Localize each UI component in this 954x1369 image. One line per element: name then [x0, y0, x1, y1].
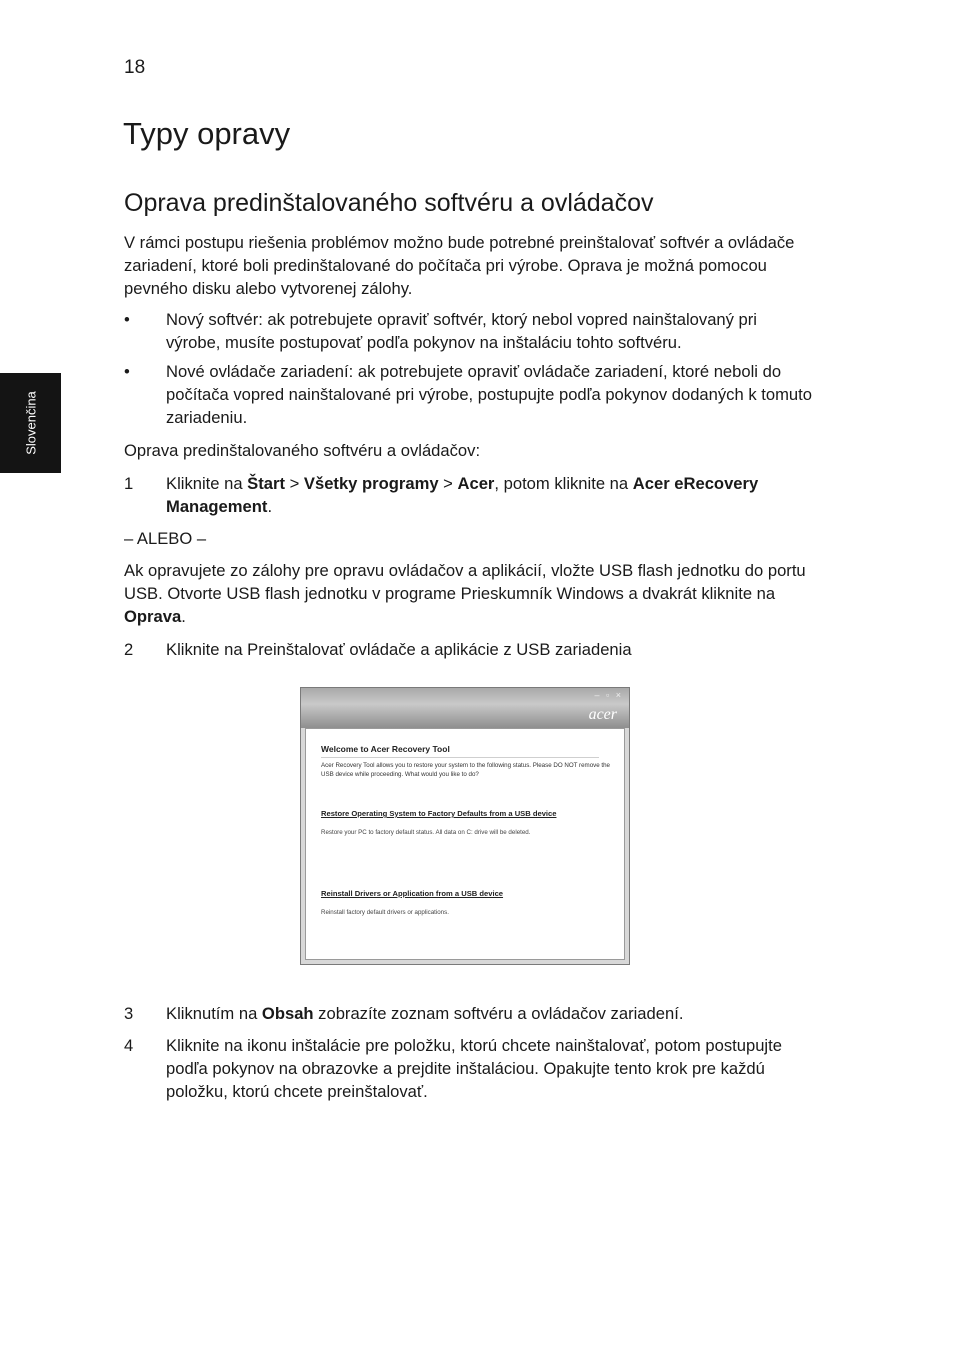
page-title: Typy opravy: [123, 116, 291, 151]
step-2: [124, 638, 814, 661]
page-number: 18: [124, 57, 146, 78]
acer-logo: acer: [588, 706, 617, 723]
window-content: [305, 728, 625, 960]
step-4: [124, 1034, 814, 1103]
intro-paragraph: V rámci postupu riešenia problémov možno bude potrebné preinštalovať softvér a ovládače zariadení, ktoré boli predinštalované do počítača pri výrobe. Oprava je možná pomocou pevného disku alebo vytvorenej zálohy.: [124, 233, 795, 298]
step-number: 4: [124, 1036, 134, 1055]
bullet-marker: •: [124, 310, 130, 329]
menu-all-programs: Všetky programy: [303, 474, 439, 493]
welcome-heading: Welcome to Acer Recovery Tool: [321, 744, 450, 754]
bullet-text: Nové ovládače zariadení: ak potrebujete opraviť ovládače zariadení, ktoré neboli do počítača vopred nainštalované pri výrobe, postupujte podľa pokynov dodaných k tomuto zariadeniu.: [166, 362, 812, 427]
reinstall-drivers-description: Reinstall factory default drivers or applications.: [321, 909, 449, 916]
step-text: Kliknite na Štart > Všetky programy > Acer, potom kliknite na Acer eRecovery Management.: [166, 474, 759, 516]
recovery-tool-screenshot: [300, 687, 630, 965]
step-text: Kliknite na ikonu inštalácie pre položku, ktorú chcete nainštalovať, potom postupujte podľa pokynov na obrazovke a prejdite inštaláciou. Opakujte tento krok pre každú položku, ktorú chcete preinštalovať.: [166, 1036, 782, 1101]
bullet-item: [124, 308, 814, 354]
divider: [321, 757, 599, 758]
window-controls: – ▫ ×: [594, 690, 623, 700]
language-side-tab-label: Slovenčina: [23, 391, 38, 455]
section-title: Oprava predinštalovaného softvéru a ovládačov: [124, 189, 654, 217]
restore-os-link[interactable]: Restore Operating System to Factory Defaults from a USB device: [321, 809, 557, 818]
step-number: 2: [124, 640, 134, 659]
bullet-item: [124, 360, 814, 429]
oprava-keyword: Oprava: [124, 607, 182, 626]
reinstall-drivers-link[interactable]: Reinstall Drivers or Application from a USB device: [321, 889, 504, 898]
step-number: 1: [124, 474, 134, 493]
step-number: 3: [124, 1004, 134, 1023]
usb-paragraph: Ak opravujete zo zálohy pre opravu ovládačov a aplikácií, vložte USB flash jednotku do portu USB. Otvorte USB flash jednotku v programe Prieskumník Windows a dvakrát kliknite na Oprava.: [124, 561, 806, 626]
bullet-marker: •: [124, 362, 130, 381]
menu-acer-erecovery: Acer eRecovery Management: [166, 474, 759, 516]
step-3: [124, 1002, 814, 1025]
step-text: Kliknite na Preinštalovať ovládače a aplikácie z USB zariadenia: [166, 640, 632, 659]
restore-os-description: Restore your PC to factory default status. All data on C: drive will be deleted.: [321, 829, 531, 836]
bullet-text: Nový softvér: ak potrebujete opraviť softvér, ktorý nebol vopred nainštalovaný pri výrobe, musíte postupovať podľa pokynov na inštaláciu tohto softvéru.: [166, 310, 757, 352]
menu-start: Štart: [247, 474, 285, 493]
step-text: Kliknutím na Obsah zobrazíte zoznam softvéru a ovládačov zariadení.: [166, 1004, 684, 1023]
window-titlebar: [301, 688, 629, 728]
procedure-label: Oprava predinštalovaného softvéru a ovládačov:: [124, 441, 481, 460]
tool-description: Acer Recovery Tool allows you to restore your system to the following status. Please DO NOT remove the USB device while proceeding. What would you like to do?: [321, 762, 610, 778]
language-side-tab: [0, 373, 61, 473]
obsah-keyword: Obsah: [261, 1004, 314, 1023]
or-separator: – ALEBO –: [124, 529, 207, 548]
step-1: [124, 472, 814, 518]
menu-acer: Acer: [457, 474, 495, 493]
